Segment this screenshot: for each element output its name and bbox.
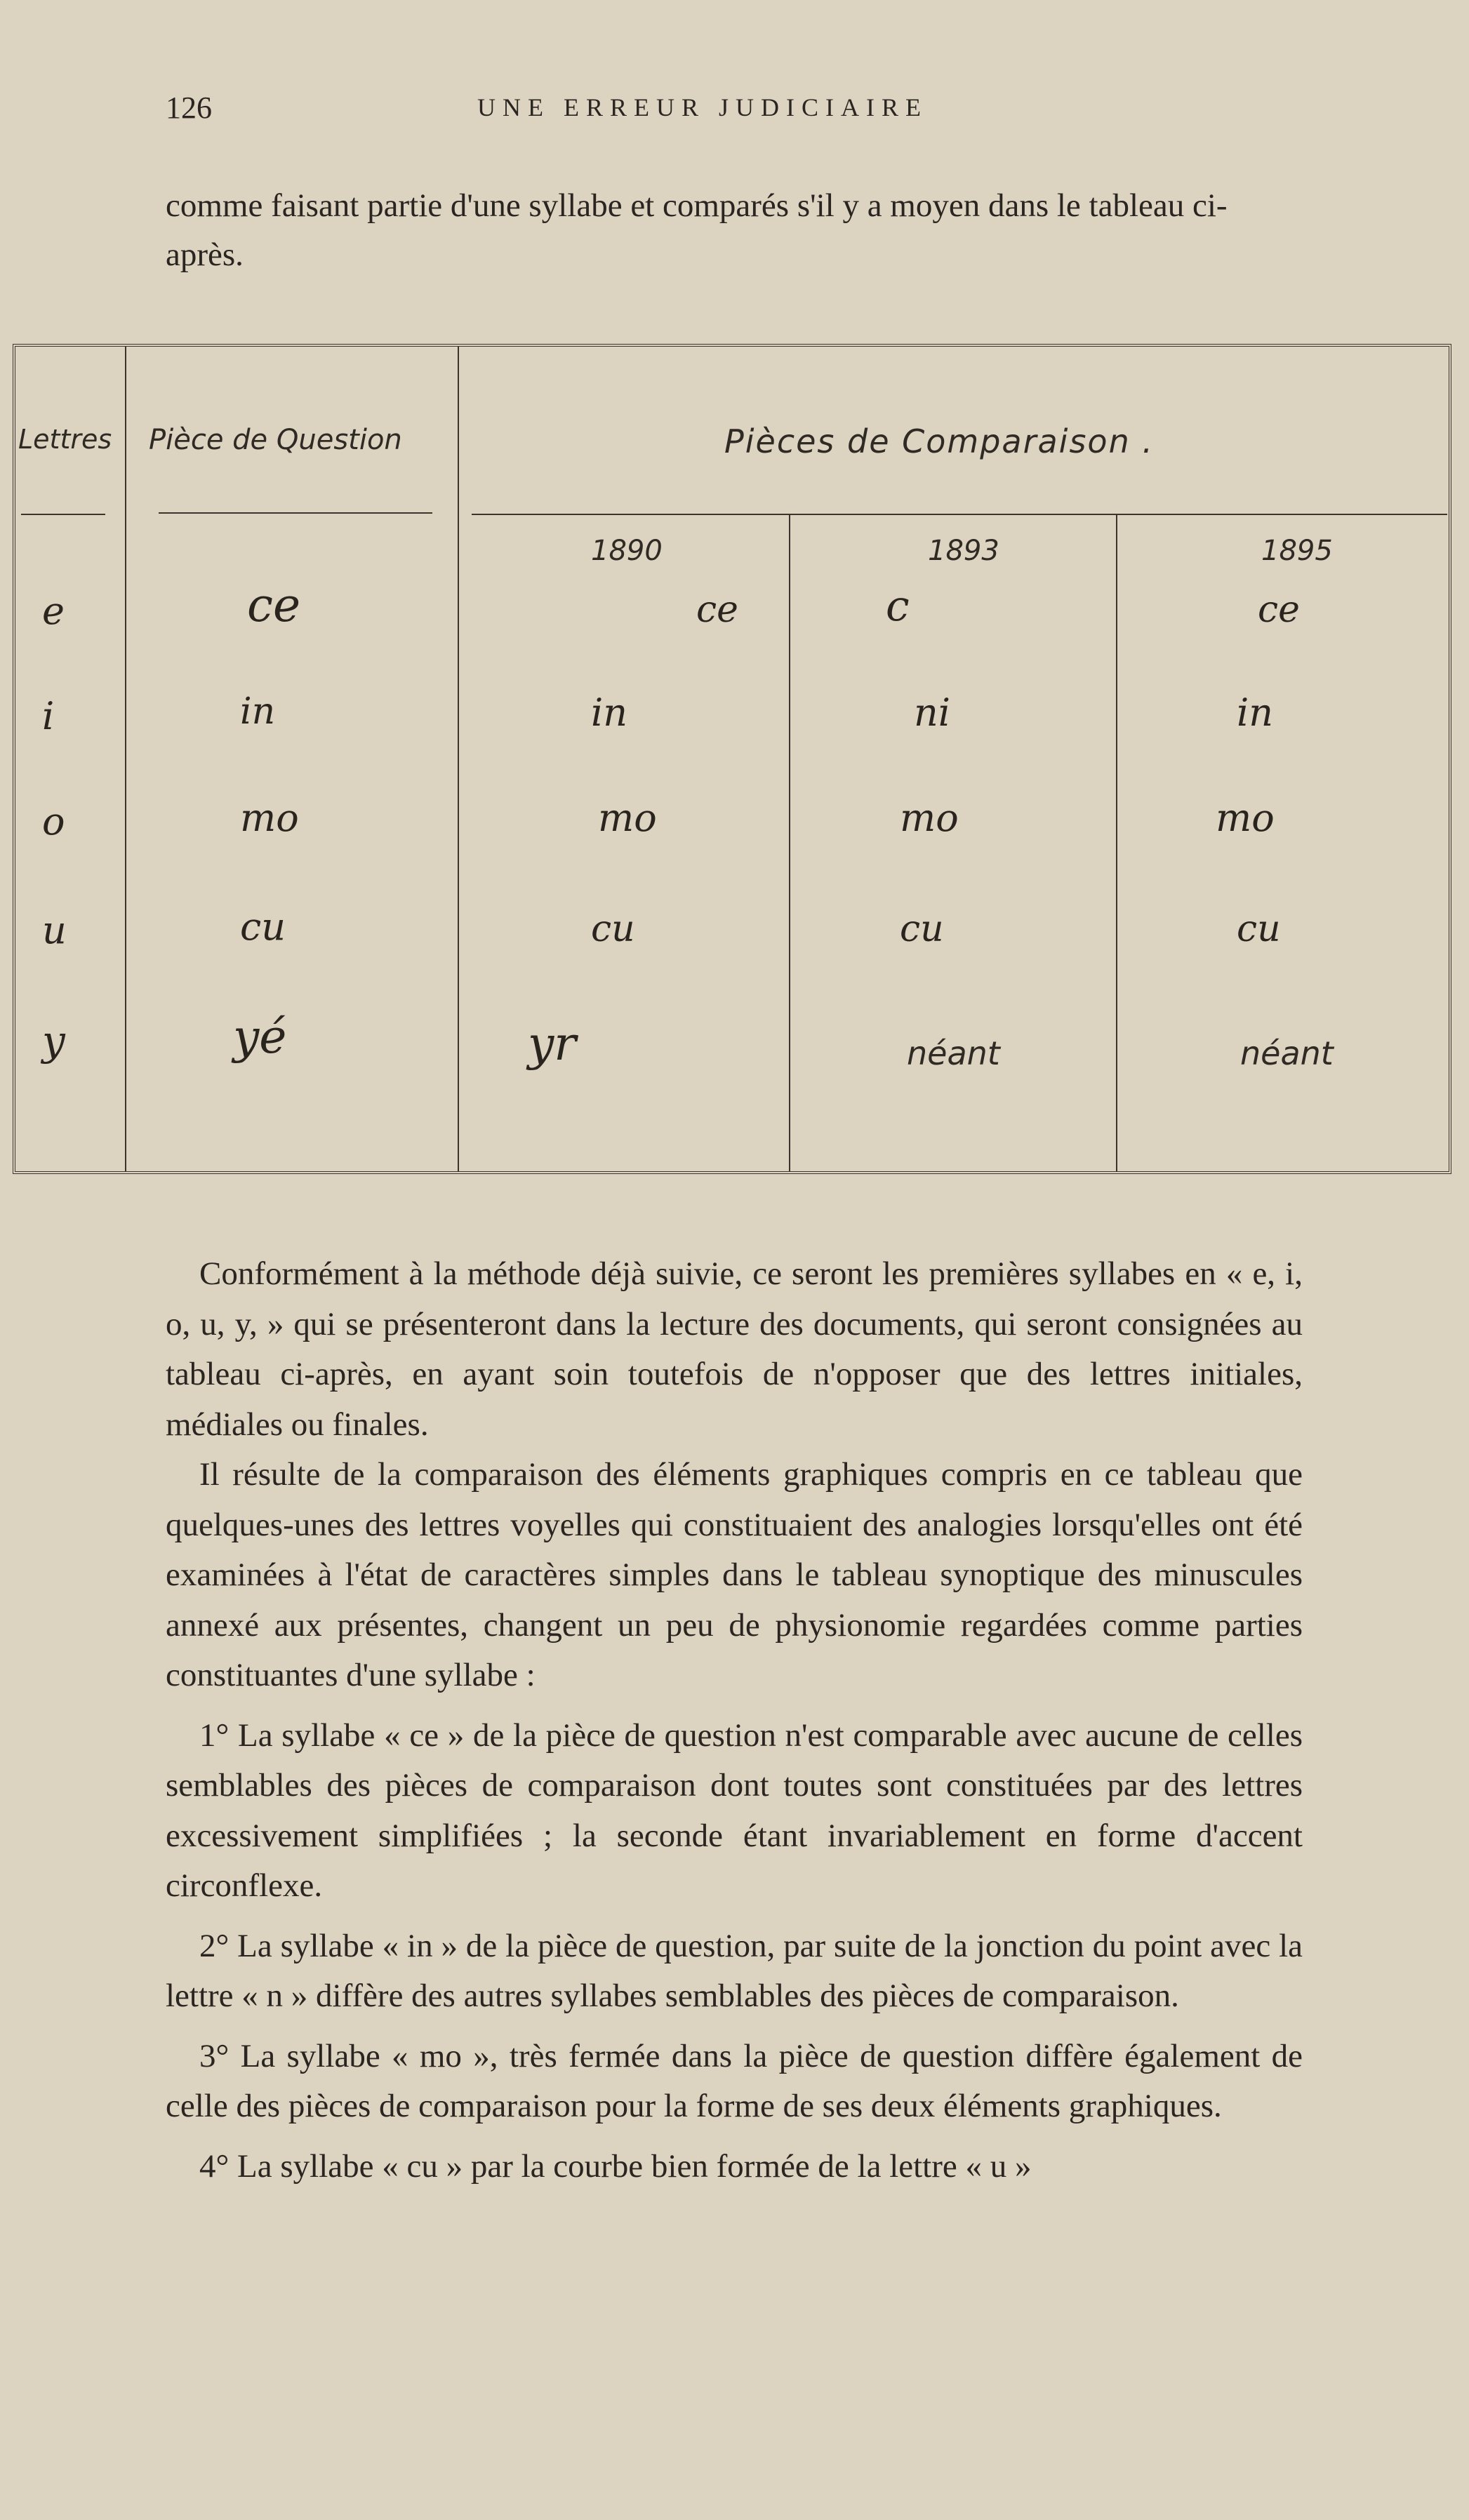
year-1893: 1893 bbox=[928, 535, 999, 567]
comparison-syllable: c bbox=[886, 582, 910, 631]
year-1895: 1895 bbox=[1261, 535, 1333, 567]
page-number: 126 bbox=[166, 91, 212, 125]
header-question-piece: Pièce de Question bbox=[149, 424, 402, 456]
comparison-syllable: cu bbox=[591, 908, 635, 950]
header-comparison-pieces: Pièces de Comparaison . bbox=[724, 422, 1154, 460]
question-syllable: mo bbox=[240, 796, 299, 840]
row-letter: y bbox=[42, 1017, 65, 1065]
row-letter: u bbox=[42, 908, 67, 952]
running-title: UNE ERREUR JUDICIAIRE bbox=[477, 93, 928, 121]
page-header bbox=[166, 90, 1239, 132]
table-divider bbox=[1116, 515, 1117, 1171]
row-letter: o bbox=[42, 799, 65, 844]
intro-paragraph: comme faisant partie d'une syllabe et comparés s'il y a moyen dans le tableau ci-après. bbox=[166, 187, 1228, 273]
body-text bbox=[166, 1249, 1303, 2192]
header-underline bbox=[21, 514, 105, 515]
comparison-none: néant bbox=[1240, 1034, 1334, 1072]
comparison-none: néant bbox=[907, 1034, 1000, 1072]
paragraph: 3° La syllabe « mo », très fermée dans la pièce de question diffère également de celle des pièces de comparaison pour la forme de ses deux éléments graphiques. bbox=[166, 2037, 1303, 2124]
comparison-syllable: in bbox=[591, 691, 628, 735]
comparison-syllable: yr bbox=[528, 1017, 576, 1071]
paragraph: Il résulte de la comparaison des éléments graphiques compris en ce tableau que quelques-unes des lettres voyelles qui constituaient des analogies lorsqu'elles ont été examinées à l'état de caractères simples dans le tableau synoptique des minuscules annexé aux présentes, changent un peu de physionomie regardées comme parties constituantes d'une syllabe : bbox=[166, 1456, 1303, 1693]
paragraph: 1° La syllabe « ce » de la pièce de question n'est comparable avec aucune de celles semblables des pièces de comparaison dont toutes sont constituées par des lettres excessivement simplifiées ; la seconde étant invariablement en forme d'accent circonflexe. bbox=[166, 1716, 1303, 1904]
table-divider bbox=[789, 515, 790, 1171]
question-syllable: cu bbox=[240, 905, 286, 949]
table-divider bbox=[458, 347, 459, 1171]
paragraph: 4° La syllabe « cu » par la courbe bien formée de la lettre « u » bbox=[199, 2147, 1032, 2185]
table-divider bbox=[125, 347, 126, 1171]
comparison-syllable: mo bbox=[900, 796, 959, 840]
question-syllable: yé bbox=[233, 1010, 287, 1064]
paragraph: Conformément à la méthode déjà suivie, ce seront les premières syllabes en « e, i, o, u, y, » qui se présenteront dans la lecture des documents, qui seront consignées au tableau ci-après, en ayant soin toutefois de n'opposer que des lettres initiales, médiales ou finales. bbox=[166, 1255, 1303, 1443]
syllable-comparison-table bbox=[13, 344, 1451, 1174]
header-underline bbox=[159, 512, 432, 514]
comparison-syllable: ce bbox=[696, 589, 738, 631]
comparison-syllable: mo bbox=[598, 796, 657, 840]
question-syllable: in bbox=[240, 691, 276, 733]
question-syllable: ce bbox=[247, 578, 301, 632]
year-1890: 1890 bbox=[591, 535, 663, 567]
header-letters: Lettres bbox=[18, 424, 112, 455]
comparison-syllable: ce bbox=[1258, 589, 1300, 631]
row-letter: e bbox=[42, 589, 65, 633]
comparison-syllable: cu bbox=[900, 908, 944, 950]
paragraph: 2° La syllabe « in » de la pièce de question, par suite de la jonction du point avec la lettre « n » diffère des autres syllabes semblables des pièces de comparaison. bbox=[166, 1927, 1303, 2014]
header-underline bbox=[472, 514, 1447, 515]
row-letter: i bbox=[42, 694, 55, 738]
comparison-syllable: cu bbox=[1237, 908, 1281, 950]
comparison-syllable: ni bbox=[914, 691, 951, 735]
comparison-syllable: in bbox=[1237, 691, 1274, 735]
comparison-syllable: mo bbox=[1216, 796, 1275, 840]
